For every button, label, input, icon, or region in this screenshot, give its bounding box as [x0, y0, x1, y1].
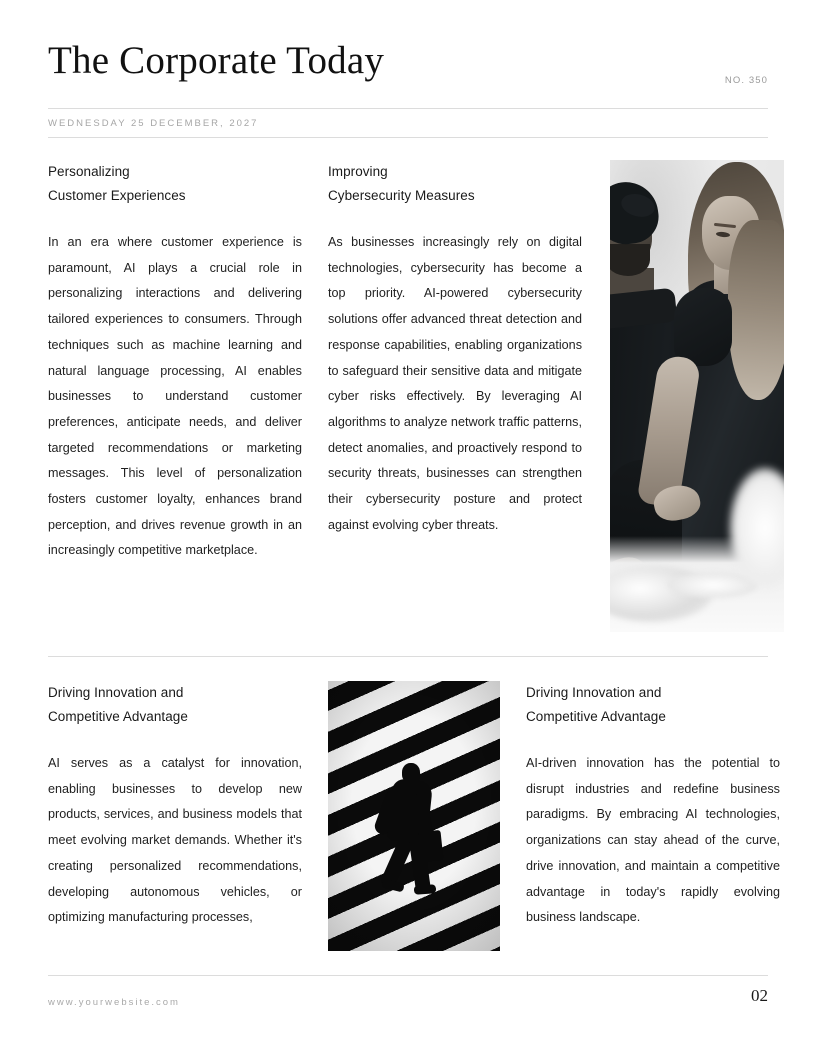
body-personalizing: In an era where customer experience is paramount, AI plays a crucial role in personalizing interactions and delivering tailored experiences to consumers. Through techniques such as machine learning and natural language processing, AI enables businesses to understand customer preferences, anticipate needs, and deliver targeted recommendations or marketing messages. This level of personalization fosters customer loyalty, enhances brand perception, and drives revenue growth in an increasingly competitive marketplace. [48, 235, 302, 558]
headline-line-1: Improving [328, 164, 388, 179]
headline-line-2: Customer Experiences [48, 188, 186, 203]
body-innovation-left: AI serves as a catalyst for innovation, enabling businesses to develop new products, services, and business models that meet evolving market demands. Whether it's creating personalized recommendations, developing autonomous vehicles, or optimizing manufacturing processes, [48, 756, 302, 925]
dateline: WEDNESDAY 25 DECEMBER, 2027 [48, 118, 259, 129]
masthead [48, 36, 768, 92]
column-gutter [302, 160, 328, 632]
bottom-article-block [48, 681, 780, 951]
website-url[interactable]: www.yourwebsite.com [48, 997, 180, 1008]
top-article-block [48, 160, 768, 632]
body-cybersecurity: As businesses increasingly rely on digital technologies, cybersecurity has become a top priority. AI-powered cybersecurity solutions offer advanced threat detection and response capabilities, enabling organizations to safeguard their sensitive data and mitigate cyber risks effectively. By leveraging AI algorithms to analyze network traffic patterns, detect anomalies, and proactively respond to security threats, businesses can strengthen their cybersecurity posture and protect against evolving cyber threats. [328, 235, 582, 532]
publication-title: The Corporate Today [48, 39, 385, 82]
headline-line-1: Driving Innovation and [48, 685, 184, 700]
headline-line-1: Driving Innovation and [526, 685, 662, 700]
woman-hair-front [728, 220, 784, 400]
headline-cybersecurity [328, 160, 582, 208]
headline-line-2: Competitive Advantage [48, 709, 188, 724]
article-column-personalizing [48, 160, 302, 632]
page-number: 02 [751, 986, 768, 1005]
headline-line-2: Competitive Advantage [526, 709, 666, 724]
footer [48, 976, 768, 1016]
body-innovation-right: AI-driven innovation has the potential to disrupt industries and redefine business paradigms. By embracing AI technologies, organizations can stay ahead of the curve, drive innovation, and maintain a competitive advantage in today's rapidly evolving business landscape. [526, 756, 780, 925]
woman-sleeve [674, 288, 732, 366]
article-column-innovation-right [526, 681, 780, 931]
masthead-divider-bottom [48, 137, 768, 138]
headline-innovation-left [48, 681, 302, 729]
headline-line-1: Personalizing [48, 164, 130, 179]
headline-personalizing [48, 160, 302, 208]
article-column-cybersecurity [328, 160, 582, 632]
photo-vignette [328, 681, 500, 951]
section-divider [48, 656, 768, 657]
headline-line-2: Cybersecurity Measures [328, 188, 475, 203]
headline-innovation-right [526, 681, 780, 729]
issue-number: NO. 350 [724, 75, 768, 86]
article-column-innovation-left [48, 681, 302, 931]
photo-colleagues-at-table [610, 160, 784, 632]
photo-crosswalk-businessman [328, 681, 500, 951]
